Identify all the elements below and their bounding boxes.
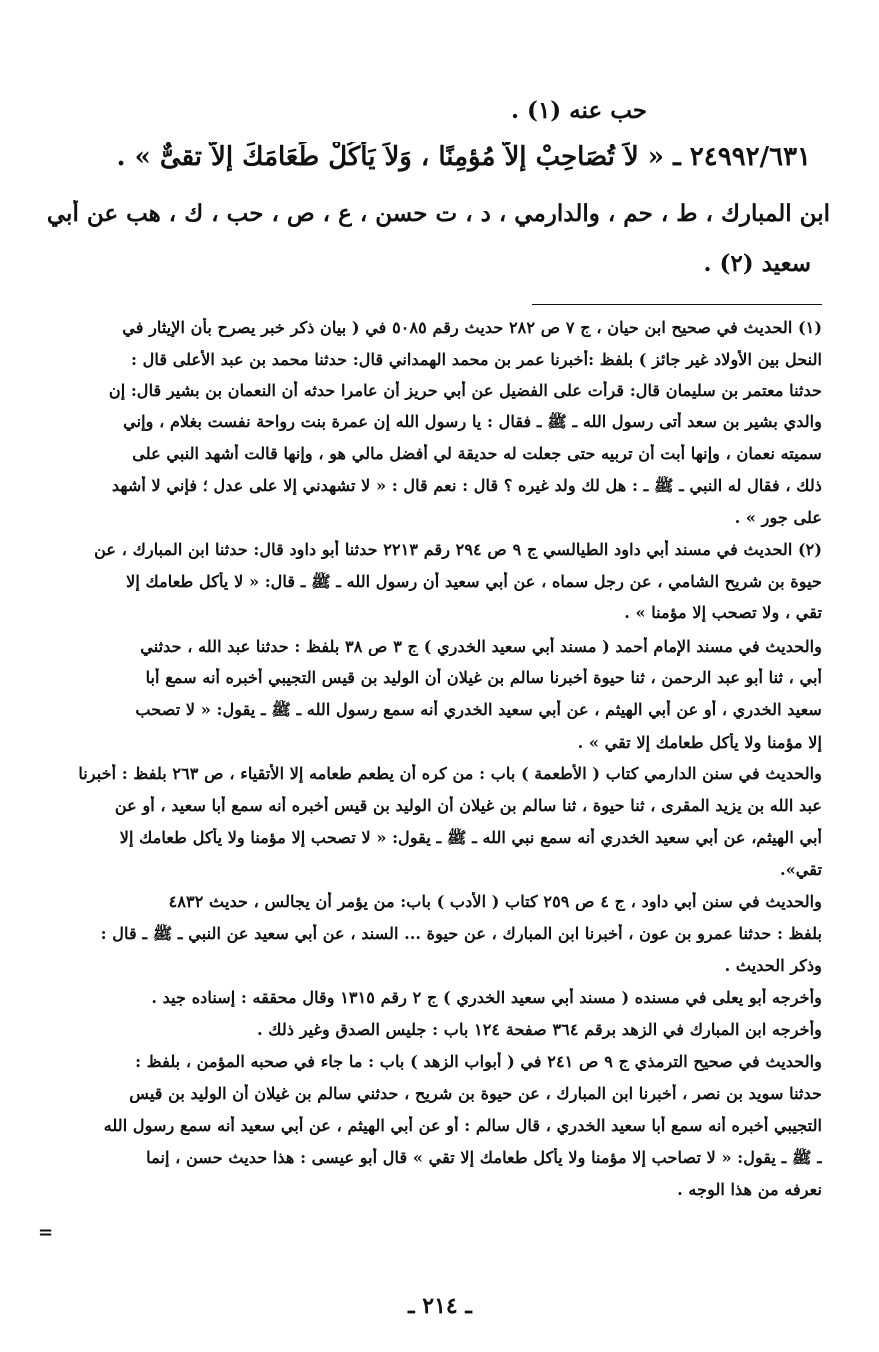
footnote-line: على جور » . bbox=[734, 508, 822, 527]
footnote-line: وأخرجه أبو يعلى في مسنده ( مسند أبي سعيد الخدري ) ج ٢ رقم ١٣١٥ وقال محققه : إسناده جيد . bbox=[151, 988, 822, 1007]
footnote-line: تقي ، ولا تصحب إلا مؤمنا » . bbox=[624, 603, 822, 622]
footnote-line: حدثنا سويد بن نصر ، أخبرنا ابن المبارك ، عن حيوة بن شريح ، حدثني سالم بن غيلان أن الوليد بن قيس bbox=[129, 1084, 822, 1103]
footnote-line: والحديث في مسند الإمام أحمد ( مسند أبي سعيد الخدري ) ج ٣ ص ٣٨ بلفظ : حدثنا عبد الله ، حدثني bbox=[140, 637, 822, 656]
main-text-line: سعيد (٢) . bbox=[703, 250, 811, 277]
footnote-line: والحديث في سنن أبي داود ، ج ٤ ص ٢٥٩ كتاب ( الأدب ) باب: من يؤمر أن يجالس ، حديث ٤٨٣٢ bbox=[168, 892, 822, 911]
footnote-line: نعرفه من هذا الوجه . bbox=[677, 1180, 822, 1199]
footnote-line: ذلك ، فقال له النبي ـ ﷺ ـ : هل لك ولد غيره ؟ قال : نعم قال : « لا تشهدني إلا على عدل ؛ فإني لا أشهد bbox=[111, 476, 822, 495]
footnote-line: وذكر الحديث . bbox=[724, 956, 822, 975]
footnote-line: تقي». bbox=[780, 860, 822, 879]
margin-mark: = bbox=[38, 1222, 54, 1243]
main-text-line: ابن المبارك ، ط ، حم ، والدارمي ، د ، ت حسن ، ع ، ص ، حب ، ك ، هب عن أبي bbox=[46, 200, 830, 227]
footnote-line: سعيد الخدري ، أو عن أبي الهيثم ، عن أبي سعيد الخدري أنه سمع رسول الله ـ ﷺ ـ يقول: « لا تصحب bbox=[135, 700, 822, 719]
footnote-line: أبي ، ثنا أبو عبد الرحمن ، ثنا حيوة أخبرنا سالم بن غيلان أن الوليد بن قيس التجيبي أخبره أنه سمع أبا bbox=[145, 668, 822, 687]
footnote-line: (١) الحديث في صحيح ابن حيان ، ج ٧ ص ٢٨٢ حديث رقم ٥٠٨٥ في ( بيان ذكر خبر يصرح بأن الإيثار في bbox=[122, 318, 822, 337]
footnote-line: (٢) الحديث في مسند أبي داود الطيالسي ج ٩ ص ٢٩٤ رقم ٢٢١٣ حدثنا أبو داود قال: حدثنا ابن المبارك ، عن bbox=[94, 540, 822, 559]
main-text-line: حب عنه (١) . bbox=[511, 97, 647, 124]
footnote-line: سميته نعمان ، وإنها أبت أن تربيه حتى جعلت له حديقة لي أفضل مالي هو ، وإنها قالت أشهد النبي على bbox=[132, 444, 822, 463]
footnote-line: بلفظ : حدثنا عمرو بن عون ، أخبرنا ابن المبارك ، عن حيوة ... السند ، عن أبي سعيد عن النبي ـ ﷺ ـ قال : bbox=[100, 924, 822, 943]
footnote-line: وأخرجه ابن المبارك في الزهد برقم ٣٦٤ صفحة ١٢٤ باب : جليس الصدق وغير ذلك . bbox=[257, 1020, 822, 1039]
hadith-text: ٢٤٩٩٢/٦٣١ ـ « لاَ تُصَاحِبْ إلاَّ مُؤمِنًا ، وَلاَ يَأكُلْ طَعَامَكَ إلاَّ تقىٌّ » . bbox=[116, 142, 811, 172]
footnote-line: ـ ﷺ ـ يقول: « لا تصاحب إلا مؤمنا ولا يأكل طعامك إلا تقي » قال أبو عيسى : هذا حديث حسن ، إنما bbox=[146, 1148, 822, 1167]
footnote-line: إلا مؤمنا ولا يأكل طعامك إلا تقي » . bbox=[577, 733, 822, 752]
footnote-line: حيوة بن شريح الشامي ، عن رجل سماه ، عن أبي سعيد أن رسول الله ـ ﷺ ـ قال: « لا يأكل طعامك إلا bbox=[126, 572, 822, 591]
page-number: ـ ٢١٤ ـ bbox=[408, 1293, 472, 1319]
footnote-line: عبد الله بن يزيد المقرى ، ثنا حيوة ، ثنا سالم بن غيلان أن الوليد بن قيس أخبره أنه سمع أبا سعيد ، أو عن bbox=[114, 796, 822, 815]
footnote-separator bbox=[532, 304, 822, 305]
footnote-line: النحل بين الأولاد غير جائز ) بلفظ :أخبرنا عمر بن محمد الهمداني قال: حدثنا محمد بن عبد الأعلى قال : bbox=[131, 350, 822, 369]
footnote-line: والدي بشير بن سعد أتى رسول الله ـ ﷺ ـ فقال : يا رسول الله إن عمرة بنت رواحة نفست بغلام ، وإني bbox=[123, 412, 822, 431]
footnote-line: والحديث في صحيح الترمذي ج ٩ ص ٢٤١ في ( أبواب الزهد ) باب : ما جاء في صحبه المؤمن ، بلفظ : bbox=[135, 1052, 822, 1071]
footnote-line: والحديث في سنن الدارمي كتاب ( الأطعمة ) باب : من كره أن يطعم طعامه إلا الأتقياء ، ص ٢٦٣ بلفظ : أخبرنا bbox=[78, 764, 822, 783]
footnote-line: التجيبي أخبره أنه سمع أبا سعيد الخدري ، قال سالم : أو عن أبي الهيثم ، عن أبي سعيد أنه سمع رسول الله bbox=[103, 1116, 822, 1135]
footnote-line: حدثنا معتمر بن سليمان قال: قرأت على الفضيل عن أبي حريز أن عامرا حدثه أن النعمان بن بشير قال: إن bbox=[108, 381, 822, 400]
footnote-line: أبي الهيثم، عن أبي سعيد الخدري أنه سمع نبي الله ـ ﷺ ـ يقول: « لا تصحب إلا مؤمنا ولا يأكل طعامك إلا bbox=[119, 828, 822, 847]
